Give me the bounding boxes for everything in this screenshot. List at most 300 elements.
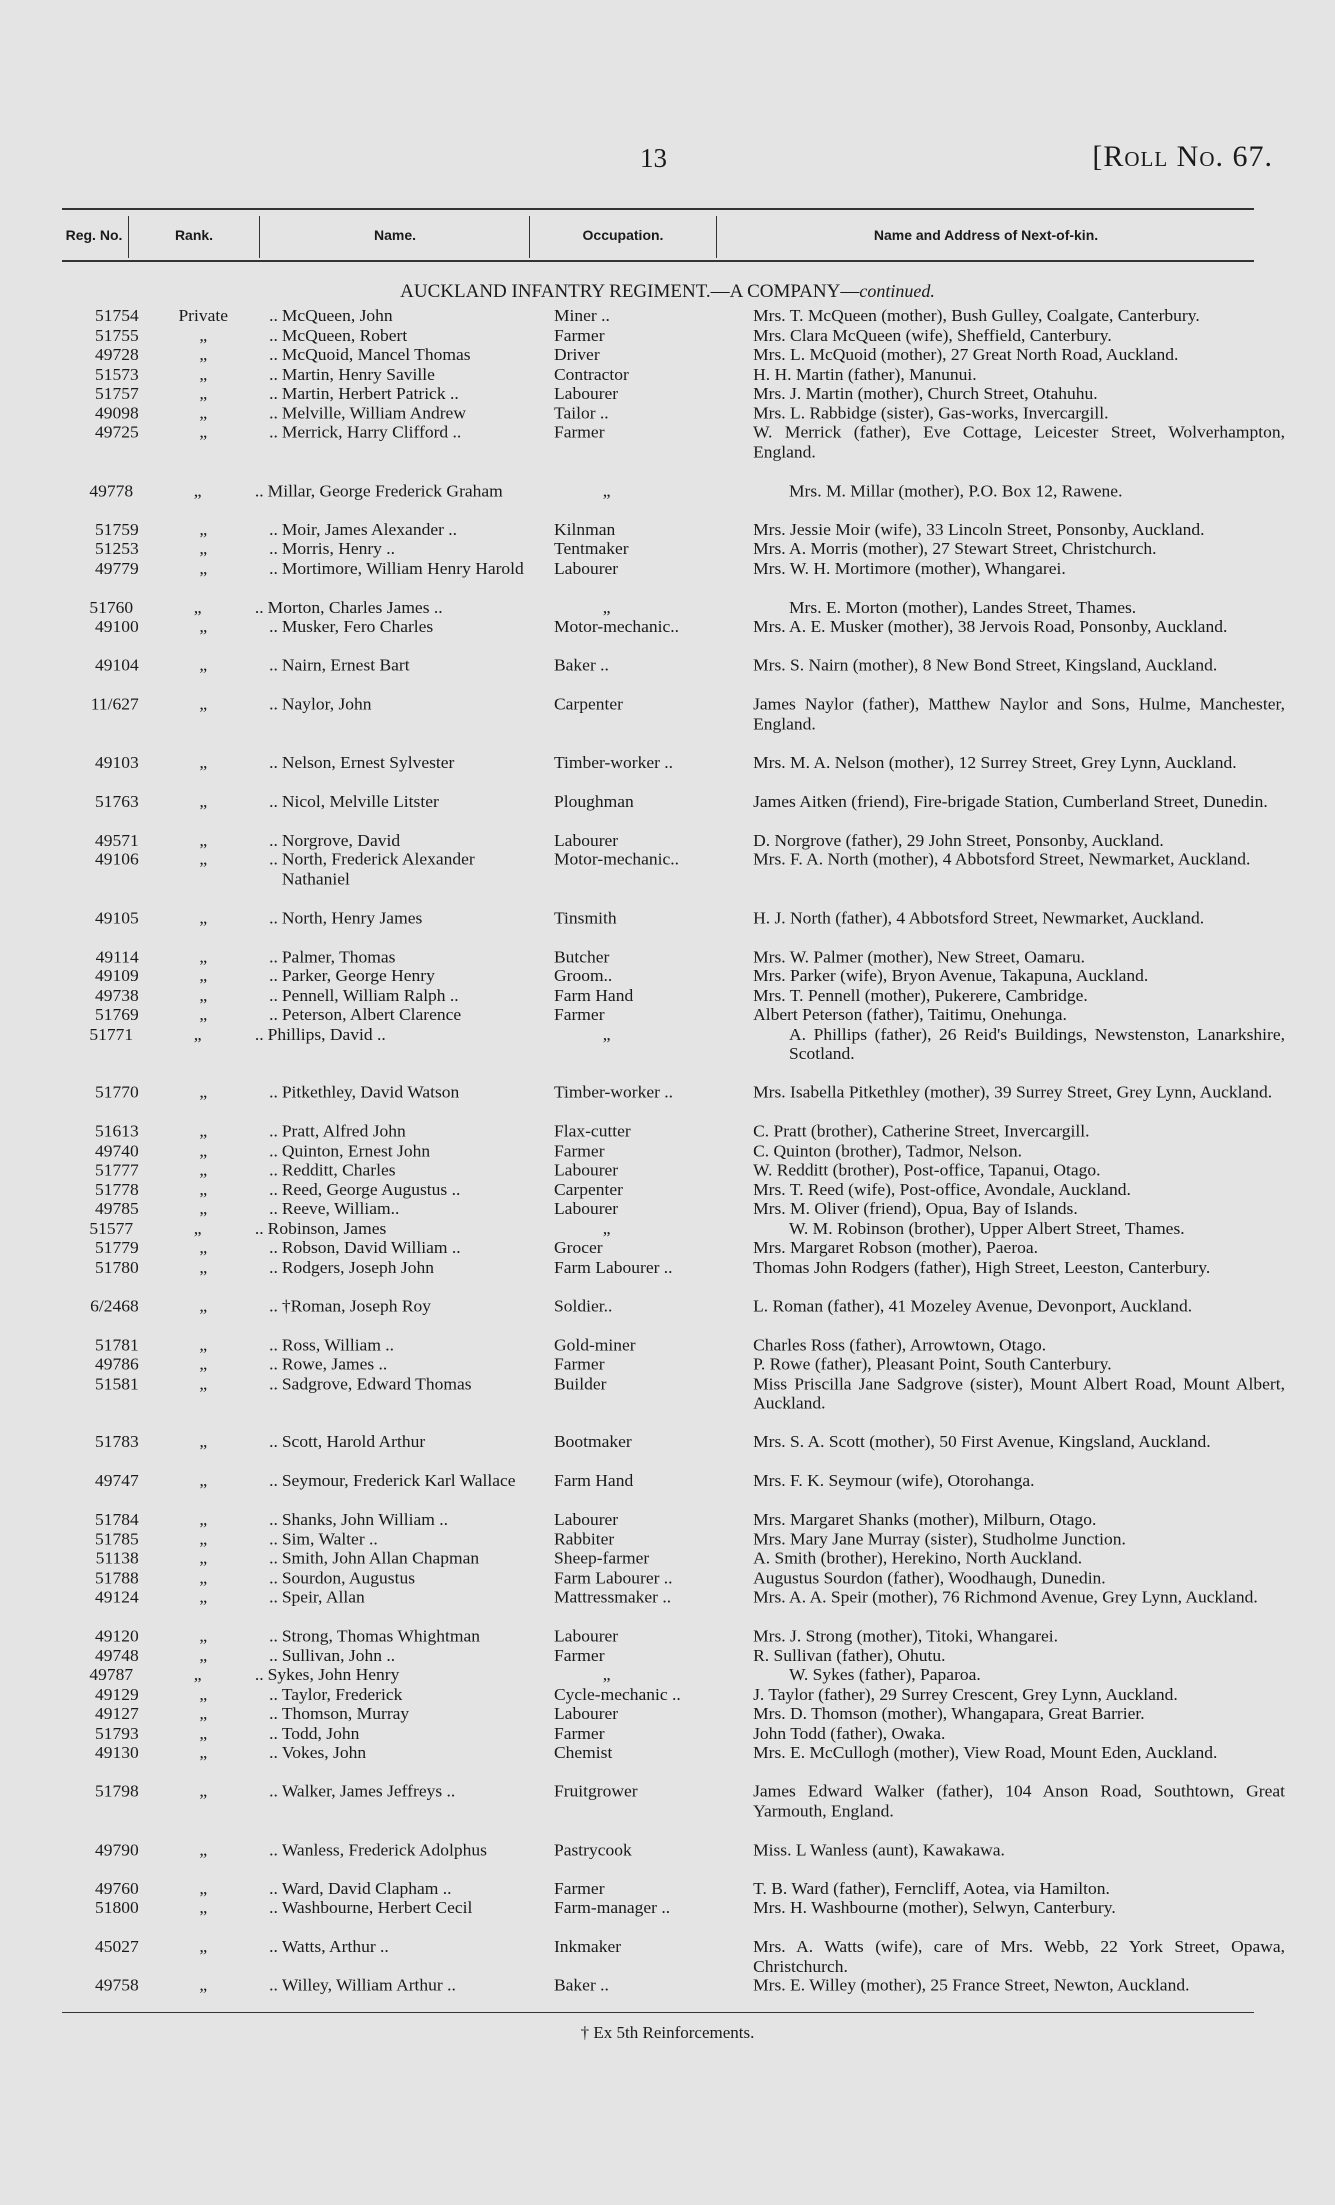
soldier-name: Peterson, Albert Clarence (281, 1004, 462, 1024)
occupation: Farm Labourer .. (553, 1257, 673, 1277)
soldier-name: Rowe, James .. (281, 1354, 388, 1374)
occupation: Labourer (553, 1199, 619, 1218)
row-spacer (55, 733, 1285, 752)
next-of-kin: Mrs. T. McQueen (mother), Bush Gulley, Coalgate, Canterbury. (753, 306, 1200, 325)
row-spacer (55, 1917, 1285, 1936)
rank: „ (199, 1199, 208, 1218)
roll-table (55, 306, 1285, 1995)
soldier-name: Sullivan, John .. (281, 1645, 396, 1665)
reg-number: 49740 (94, 1140, 139, 1160)
reg-number: 51757 (94, 383, 139, 403)
occupation: Motor-mechanic.. (553, 849, 680, 869)
table-row (55, 1781, 1285, 1820)
soldier-name: Reed, George Augustus .. (281, 1179, 461, 1199)
rank-cell (156, 1587, 282, 1606)
rank-cell (156, 753, 282, 772)
rank-cell (156, 985, 282, 1004)
reg-number: 51781 (94, 1334, 139, 1354)
table-row (55, 1199, 1285, 1218)
reg-number: 49098 (94, 403, 139, 423)
row-spacer (55, 1607, 1285, 1626)
next-of-kin: Mrs. L. Rabbidge (sister), Gas-works, Invercargill. (753, 403, 1109, 423)
soldier-name: Seymour, Frederick Karl Wallace (281, 1470, 516, 1490)
table-row (55, 325, 1285, 344)
next-of-kin: J. Taylor (father), 29 Surrey Crescent, Grey Lynn, Auckland. (753, 1684, 1178, 1704)
reg-number: 49104 (94, 655, 139, 675)
table-row (55, 1684, 1285, 1703)
occupation: Groom.. (553, 966, 613, 985)
reg-number: 49779 (94, 558, 139, 578)
occupation: Farmer (553, 422, 605, 442)
rank: „ (199, 422, 208, 442)
leader-dots: .. (269, 1529, 278, 1548)
leader-dots: .. (269, 1645, 278, 1665)
table-row (55, 1626, 1285, 1645)
rank-cell (156, 345, 282, 364)
next-of-kin: Albert Peterson (father), Taitimu, Onehunga. (753, 1004, 1067, 1024)
table-row (55, 830, 1285, 849)
occupation: Labourer (553, 558, 619, 578)
reg-number: 51755 (94, 325, 139, 345)
leader-dots: .. (269, 655, 278, 675)
next-of-kin: Mrs. Parker (wife), Bryon Avenue, Takapuna, Auckland. (753, 966, 1149, 985)
table-row (55, 1374, 1285, 1413)
occupation: Motor-mechanic.. (553, 616, 680, 636)
leader-dots: .. (269, 1004, 278, 1024)
reg-number: 51760 (89, 597, 134, 617)
reg-number: 49786 (94, 1354, 139, 1374)
table-row (55, 1646, 1285, 1665)
row-spacer (55, 811, 1285, 830)
soldier-name: Thomson, Murray (281, 1703, 410, 1723)
table-row (55, 947, 1285, 966)
next-of-kin: Mrs. Margaret Shanks (mother), Milburn, Otago. (753, 1509, 1097, 1529)
occupation: Soldier.. (553, 1296, 613, 1316)
occupation: Timber-worker .. (553, 752, 674, 772)
next-of-kin: Mrs. Jessie Moir (wife), 33 Lincoln Street, Ponsonby, Auckland. (753, 519, 1205, 539)
soldier-name: Rodgers, Joseph John (281, 1257, 434, 1277)
next-of-kin: L. Roman (father), 41 Mozeley Avenue, Devonport, Auckland. (753, 1296, 1193, 1316)
occupation: Miner .. (553, 306, 610, 325)
next-of-kin: Mrs. A. Morris (mother), 27 Stewart Street, Christchurch. (753, 538, 1157, 558)
soldier-name: Shanks, John William .. (281, 1509, 449, 1529)
table-row (55, 985, 1285, 1004)
soldier-name: Taylor, Frederick (281, 1684, 403, 1704)
reg-number: 49114 (95, 946, 139, 966)
leader-dots: .. (269, 1354, 278, 1374)
rank: „ (199, 1354, 208, 1374)
soldier-name: Martin, Henry Saville (281, 364, 435, 384)
rank: „ (199, 1509, 208, 1529)
rank-cell (156, 1529, 282, 1548)
rank: „ (199, 403, 208, 423)
next-of-kin: Mrs. E. McCullogh (mother), View Road, Mount Eden, Auckland. (753, 1742, 1218, 1762)
occupation: Kilnman (553, 519, 616, 539)
leader-dots: .. (269, 1548, 278, 1568)
next-of-kin: Mrs. Mary Jane Murray (sister), Studholme Junction. (753, 1529, 1126, 1548)
next-of-kin: Mrs. E. Morton (mother), Landes Street, Thames. (789, 597, 1137, 617)
leader-dots: .. (269, 1121, 278, 1141)
rank: „ (199, 1684, 208, 1704)
rank-cell (156, 1199, 282, 1218)
rank: „ (199, 1723, 208, 1743)
table-row (55, 1180, 1285, 1199)
leader-dots: .. (269, 519, 278, 539)
rank: „ (199, 694, 208, 714)
soldier-name: Quinton, Ernest John (281, 1140, 431, 1160)
soldier-name: Washbourne, Herbert Cecil (281, 1897, 473, 1917)
leader-dots: .. (254, 1024, 264, 1044)
soldier-name: Norgrove, David (281, 830, 401, 850)
next-of-kin: W. Merrick (father), Eve Cottage, Leicester Street, Wolverhampton, England. (753, 422, 1285, 461)
rank-cell (156, 1354, 282, 1373)
rank: „ (193, 1024, 202, 1044)
section-title (0, 281, 1335, 303)
leader-dots: .. (269, 1160, 278, 1180)
section-continued: continued. (859, 281, 935, 301)
occupation: Labourer (553, 1626, 619, 1646)
row-spacer (55, 1490, 1285, 1509)
reg-number: 51788 (94, 1567, 139, 1587)
table-row (55, 753, 1285, 772)
leader-dots: .. (254, 597, 264, 617)
leader-dots: .. (254, 1218, 264, 1238)
table-row (55, 597, 1285, 616)
table-row (55, 1587, 1285, 1606)
leader-dots: .. (254, 480, 264, 500)
next-of-kin: Augustus Sourdon (father), Woodhaugh, Dunedin. (753, 1567, 1106, 1587)
rank: „ (199, 655, 208, 675)
rank-cell (156, 1374, 282, 1393)
occupation: Labourer (553, 1703, 619, 1723)
row-spacer (55, 1102, 1285, 1121)
occupation: „ (602, 1218, 611, 1238)
next-of-kin: C. Pratt (brother), Catherine Street, Invercargill. (753, 1121, 1090, 1141)
next-of-kin: Mrs. F. A. North (mother), 4 Abbotsford Street, Newmarket, Auckland. (753, 849, 1251, 869)
row-spacer (55, 1859, 1285, 1878)
rank: „ (199, 1334, 208, 1354)
rank-cell (150, 1665, 268, 1684)
soldier-name: Sourdon, Augustus (281, 1567, 416, 1587)
table-row (55, 558, 1285, 577)
table-row (55, 850, 1285, 889)
reg-number: 49120 (94, 1626, 139, 1646)
reg-number: 51798 (94, 1781, 139, 1801)
reg-number: 49103 (94, 752, 139, 772)
footnote: † Ex 5th Reinforcements. (580, 2023, 755, 2042)
rank-cell (156, 539, 282, 558)
soldier-name: Sim, Walter .. (281, 1529, 378, 1548)
reg-number: 49100 (94, 616, 139, 636)
leader-dots: .. (269, 1703, 278, 1723)
occupation: Butcher (553, 946, 610, 966)
table-row (55, 1743, 1285, 1762)
row-spacer (55, 1820, 1285, 1839)
leader-dots: .. (269, 1781, 278, 1801)
rank: „ (199, 1626, 208, 1646)
reg-number: 49728 (94, 344, 139, 364)
rank-cell (156, 1238, 282, 1257)
occupation: Sheep-farmer (553, 1548, 650, 1568)
rank-cell (156, 830, 282, 849)
next-of-kin: James Aitken (friend), Fire-brigade Station, Cumberland Street, Dunedin. (753, 791, 1268, 811)
rank-cell (156, 908, 282, 927)
occupation: „ (602, 480, 611, 500)
table-row (55, 364, 1285, 383)
occupation: Farmer (553, 1645, 605, 1665)
rank-cell (156, 1704, 282, 1723)
rank-cell (150, 1218, 268, 1237)
table-row (55, 1432, 1285, 1451)
leader-dots: .. (269, 1179, 278, 1199)
next-of-kin: Mrs. Isabella Pitkethley (mother), 39 Surrey Street, Grey Lynn, Auckland. (753, 1082, 1273, 1102)
rank-cell (156, 617, 282, 636)
soldier-name: Willey, William Arthur .. (281, 1975, 456, 1995)
rank-cell (156, 1743, 282, 1762)
footer-rule (62, 2012, 1254, 2013)
rank: „ (199, 1296, 208, 1316)
soldier-name: Watts, Arthur .. (281, 1936, 389, 1956)
next-of-kin: Mrs. A. Watts (wife), care of Mrs. Webb, 22 York Street, Opawa, Christchurch. (753, 1936, 1285, 1976)
table-row (55, 1510, 1285, 1529)
reg-number: 49571 (94, 830, 139, 850)
next-of-kin: James Edward Walker (father), 104 Anson Road, Southtown, Great Yarmouth, England. (753, 1781, 1285, 1820)
leader-dots: .. (269, 791, 278, 811)
row-spacer (55, 1762, 1285, 1781)
rank-cell (156, 791, 282, 810)
soldier-name: Scott, Harold Arthur (281, 1431, 426, 1451)
leader-dots: .. (269, 558, 278, 578)
leader-dots: .. (269, 1684, 278, 1704)
table-row (55, 1083, 1285, 1102)
occupation: Bootmaker (553, 1431, 632, 1451)
leader-dots: .. (269, 538, 278, 558)
rank: „ (199, 325, 208, 345)
rank: „ (199, 1140, 208, 1160)
rank: „ (199, 752, 208, 772)
reg-number: 51785 (94, 1529, 139, 1548)
next-of-kin: Mrs. S. A. Scott (mother), 50 First Avenue, Kingsland, Auckland. (753, 1431, 1211, 1451)
reg-number: 51138 (95, 1548, 139, 1568)
rank-cell (150, 481, 268, 500)
reg-number: 49778 (89, 480, 134, 500)
table-row (55, 520, 1285, 539)
rank-cell (156, 364, 282, 383)
leader-dots: .. (269, 1509, 278, 1529)
reg-number: 51573 (94, 364, 139, 384)
leader-dots: .. (269, 1897, 278, 1917)
next-of-kin: W. M. Robinson (brother), Upper Albert Street, Thames. (789, 1218, 1185, 1238)
reg-number: 49760 (94, 1878, 139, 1898)
rank: „ (199, 1004, 208, 1024)
leader-dots: .. (269, 1742, 278, 1762)
reg-number: 51770 (94, 1082, 139, 1102)
rank-cell (150, 597, 268, 616)
soldier-name: Melville, William Andrew (281, 403, 466, 423)
next-of-kin: Mrs. F. K. Seymour (wife), Otorohanga. (753, 1470, 1035, 1490)
column-header-reg: Reg. No. (65, 227, 123, 243)
row-spacer (55, 888, 1285, 907)
rank-cell (156, 558, 282, 577)
next-of-kin: P. Rowe (father), Pleasant Point, South Canterbury. (753, 1354, 1112, 1374)
reg-number: 49124 (94, 1587, 139, 1607)
next-of-kin: Mrs. M. Millar (mother), P.O. Box 12, Rawene. (789, 480, 1123, 500)
row-spacer (55, 927, 1285, 946)
rank: „ (199, 1703, 208, 1723)
occupation: Contractor (553, 364, 629, 384)
occupation: Farmer (553, 1354, 605, 1374)
section-title-text: AUCKLAND INFANTRY REGIMENT.—A COMPANY— (400, 281, 860, 302)
reg-number: 51779 (94, 1237, 139, 1257)
leader-dots: .. (269, 1470, 278, 1490)
rank-cell (150, 1024, 268, 1043)
next-of-kin: A. Phillips (father), 26 Reid's Buildings, Newstenston, Lanarkshire, Scotland. (789, 1024, 1286, 1063)
rank: „ (199, 1645, 208, 1665)
column-header-next-of-kin: Name and Address of Next-of-kin. (873, 227, 1099, 243)
leader-dots: .. (269, 1431, 278, 1451)
leader-dots: .. (269, 1140, 278, 1160)
leader-dots: .. (269, 1626, 278, 1646)
next-of-kin: John Todd (father), Owaka. (753, 1723, 946, 1743)
table-row (55, 1354, 1285, 1373)
reg-number: 51784 (94, 1509, 139, 1529)
next-of-kin: Mrs. D. Thomson (mother), Whangapara, Great Barrier. (753, 1703, 1145, 1723)
rank-cell (156, 694, 282, 713)
reg-number: 49105 (94, 907, 139, 927)
next-of-kin: A. Smith (brother), Herekino, North Auckland. (753, 1548, 1083, 1568)
next-of-kin: H. H. Martin (father), Manunui. (753, 364, 977, 384)
table-row (55, 1471, 1285, 1490)
leader-dots: .. (269, 1839, 278, 1859)
reg-number: 49787 (89, 1664, 134, 1684)
reg-number: 51759 (94, 519, 139, 539)
soldier-name: North, Frederick Alexander Nathaniel (281, 849, 475, 888)
row-spacer (55, 1413, 1285, 1432)
table-row (55, 1704, 1285, 1723)
reg-number: 51581 (94, 1373, 139, 1393)
column-header-divider (529, 216, 530, 258)
occupation: „ (602, 597, 611, 617)
rank-cell (156, 403, 282, 422)
next-of-kin: T. B. Ward (father), Ferncliff, Aotea, via Hamilton. (753, 1878, 1110, 1898)
rank: „ (199, 1567, 208, 1587)
table-row (55, 791, 1285, 810)
next-of-kin: Mrs. T. Pennell (mother), Pukerere, Cambridge. (753, 985, 1088, 1005)
occupation: Farmer (553, 1878, 605, 1898)
occupation: Carpenter (553, 1179, 623, 1199)
rank: „ (199, 538, 208, 558)
leader-dots: .. (269, 1587, 278, 1607)
leader-dots: .. (269, 1199, 278, 1218)
soldier-name: Nairn, Ernest Bart (281, 655, 410, 675)
rank: „ (199, 1237, 208, 1257)
occupation: Farm Hand (553, 985, 634, 1005)
rank-cell (156, 384, 282, 403)
rank: „ (199, 849, 208, 869)
rank-cell (156, 1510, 282, 1529)
row-spacer (55, 636, 1285, 655)
occupation: Builder (553, 1373, 607, 1393)
page-number: 13 (640, 143, 667, 173)
soldier-name: Wanless, Frederick Adolphus (281, 1839, 487, 1859)
table-row (55, 1898, 1285, 1917)
table-row (55, 306, 1285, 325)
soldier-name: Sykes, John Henry (267, 1664, 400, 1684)
reg-number: 51800 (94, 1897, 139, 1917)
rank: „ (199, 1529, 208, 1548)
leader-dots: .. (269, 403, 278, 423)
column-header-divider (128, 216, 129, 258)
row-spacer (55, 500, 1285, 519)
row-spacer (55, 461, 1285, 480)
occupation: Farmer (553, 1723, 605, 1743)
soldier-name: Vokes, John (281, 1742, 367, 1762)
rank: „ (199, 1936, 208, 1956)
rank: „ (199, 519, 208, 539)
leader-dots: .. (269, 325, 278, 345)
row-spacer (55, 1277, 1285, 1296)
reg-number: 49109 (94, 966, 139, 985)
occupation: Labourer (553, 1160, 619, 1180)
row-spacer (55, 772, 1285, 791)
next-of-kin: W. Redditt (brother), Post-office, Tapanui, Otago. (753, 1160, 1101, 1180)
next-of-kin: Mrs. E. Willey (mother), 25 France Street, Newton, Auckland. (753, 1975, 1190, 1995)
next-of-kin: C. Quinton (brother), Tadmor, Nelson. (753, 1140, 1023, 1160)
next-of-kin: Miss. L Wanless (aunt), Kawakawa. (753, 1839, 1005, 1859)
table-row (55, 403, 1285, 422)
rank-cell (156, 1781, 282, 1800)
leader-dots: .. (269, 1936, 278, 1956)
table-row (55, 1296, 1285, 1315)
occupation: Labourer (553, 383, 619, 403)
column-header-divider (259, 216, 260, 258)
next-of-kin: Mrs. Clara McQueen (wife), Sheffield, Canterbury. (753, 325, 1112, 345)
soldier-name: Sadgrove, Edward Thomas (281, 1373, 472, 1393)
reg-number: 49129 (94, 1684, 139, 1704)
soldier-name: Morton, Charles James .. (267, 597, 443, 617)
leader-dots: .. (269, 1723, 278, 1743)
leader-dots: .. (269, 1878, 278, 1898)
rank-cell (156, 325, 282, 344)
rank: Private (178, 306, 229, 325)
soldier-name: McQueen, Robert (281, 325, 408, 345)
reg-number: 51793 (94, 1723, 139, 1743)
row-spacer (55, 675, 1285, 694)
rank: „ (199, 1257, 208, 1277)
table-row (55, 1121, 1285, 1140)
next-of-kin: H. J. North (father), 4 Abbotsford Street, Newmarket, Auckland. (753, 907, 1205, 927)
rank-cell (156, 1005, 282, 1024)
rank-cell (156, 1646, 282, 1665)
leader-dots: .. (269, 364, 278, 384)
rank-cell (156, 1335, 282, 1354)
reg-number: 49785 (94, 1199, 139, 1218)
rank-cell (156, 306, 282, 325)
occupation: Grocer (553, 1237, 603, 1257)
reg-number: 49758 (94, 1975, 139, 1995)
occupation: Inkmaker (553, 1936, 622, 1956)
soldier-name: Smith, John Allan Chapman (281, 1548, 480, 1568)
soldier-name: Robson, David William .. (281, 1237, 461, 1257)
table-row (55, 1665, 1285, 1684)
rank: „ (199, 344, 208, 364)
next-of-kin: R. Sullivan (father), Ohutu. (753, 1645, 946, 1665)
occupation: Farmer (553, 325, 605, 345)
leader-dots: .. (269, 344, 278, 364)
rank-cell (156, 1180, 282, 1199)
rank: „ (193, 1218, 202, 1238)
table-row (55, 345, 1285, 364)
